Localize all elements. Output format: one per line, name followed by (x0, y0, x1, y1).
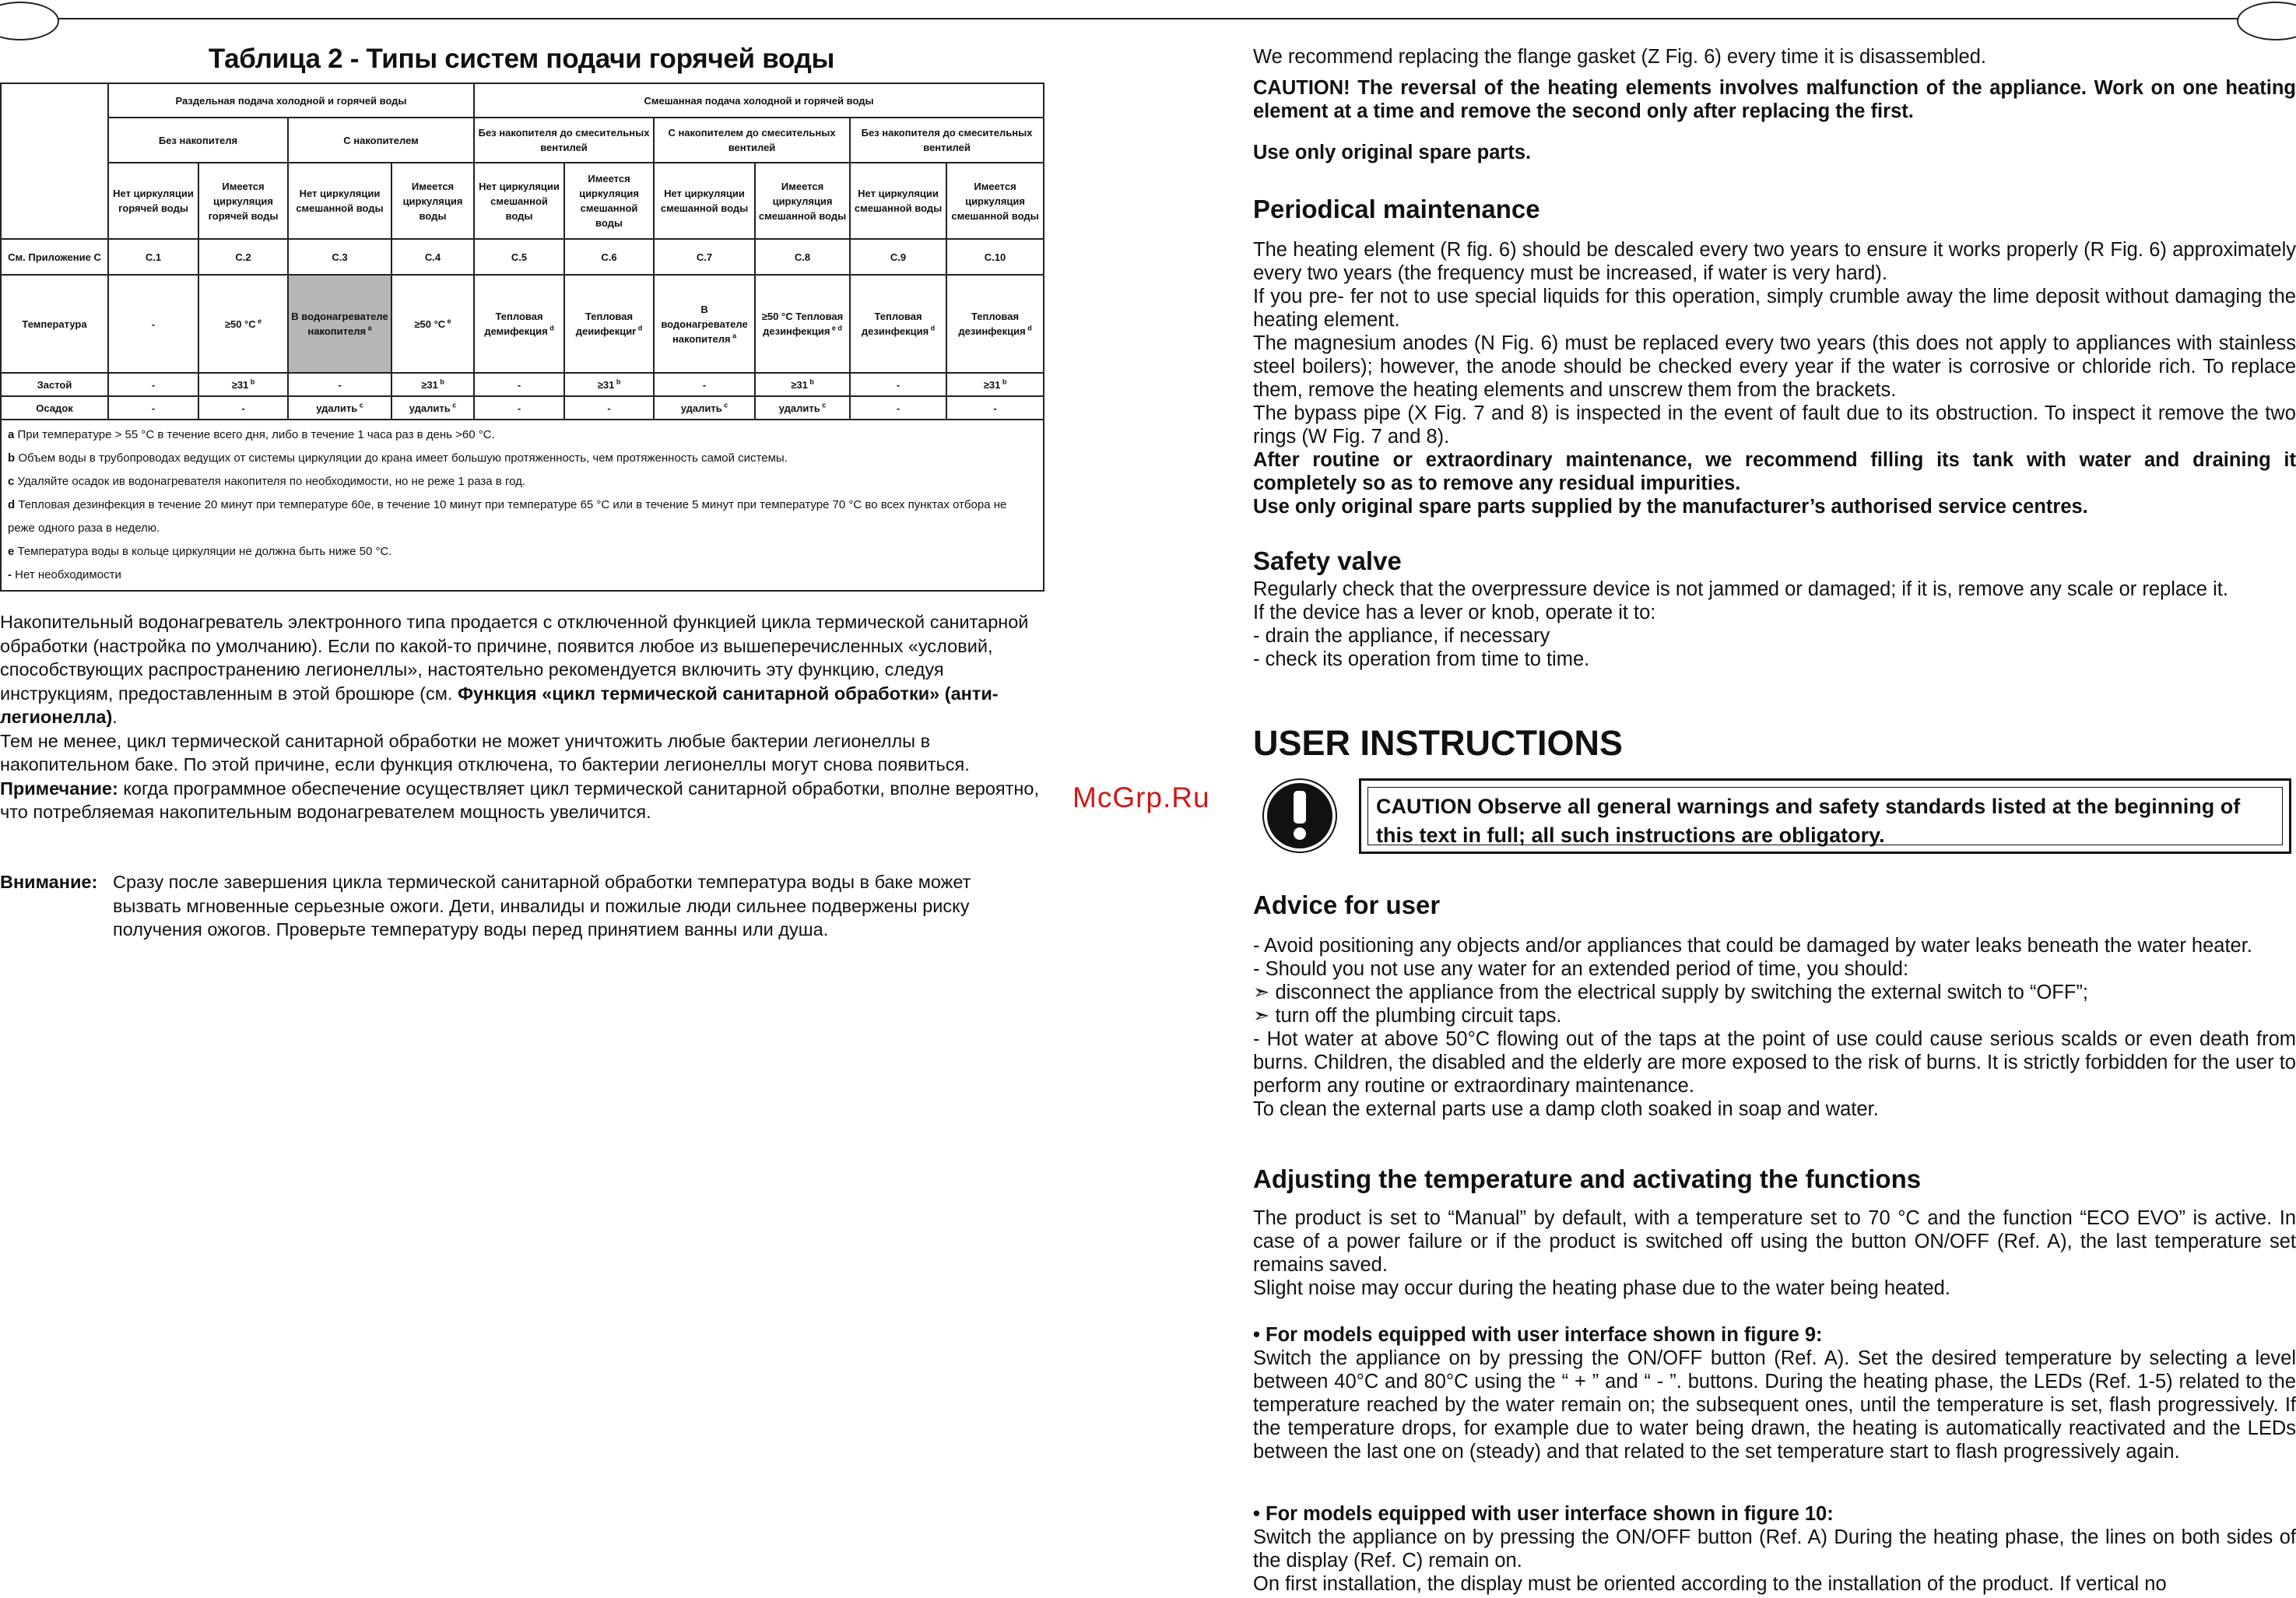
column-header: Нет циркуляции смешанной воды (654, 163, 755, 239)
caution-box (1359, 778, 2291, 854)
advice-p4: ➣ turn off the plumbing circuit taps. (1253, 1005, 1562, 1027)
reference-cell: С.5 (474, 239, 564, 275)
column-header: Нет циркуляции смешанной воды (288, 163, 391, 239)
ru-paragraph-1: Накопительный водонагреватель электронного типа продается с отключенной функцией цикла термической санитарной обработки (настройка по умолчанию). Если по какой-то причине, появится любое из вышеперечисленных «условий, способствующих распространению легионеллы», настоятельно рекомендуется включить эту функцию, следуя инструкциям, предоставленным в этой брошюре (см. (0, 612, 1029, 704)
group-mixed: Смешанная подача холодной и горячей воды (474, 83, 1044, 118)
footnote: c Удаляйте осадок ив водонагревателя накопителя по необходимости, но не реже 1 раза в год. (8, 475, 526, 488)
fig9-text: Switch the appliance on by pressing the ON/OFF button (Ref. A). Set the desired temperature by selecting a level between 40°C and 80°C using the “ + ” and “ - ”. buttons. During the heating phase, the LEDs (Ref. 1-5) related to the temperature reached by the water remain on; the subsequent ones, until the temperature is set, flash progressively. If the temperature drops, for example due to water being drawn, the heating is automatically reactivated and the LEDs between the last one on (steady) and that related to the set temperature start to flash progressively again. (1253, 1347, 2296, 1463)
page-corner-oval-right (2237, 2, 2296, 40)
caution-reversal: CAUTION! The reversal of the heating elements involves malfunction of the appliance. Work on one heating element at a time and remove the second only after replacing the first. (1253, 77, 2296, 122)
column-header: Имеется циркуляция смешанной воды (564, 163, 654, 239)
maint-p1: The heating element (R fig. 6) should be descaled every two years to ensure it works properly (R Fig. 6) approximately every two years (the frequency must be increased, if water is very hard). (1253, 239, 2296, 284)
sediment-cell: - (850, 396, 946, 420)
safety-p4: - check its operation from time to time. (1253, 648, 1590, 670)
sediment-cell: удалить $^c$ (391, 396, 474, 420)
footnote: e Температура воды в кольце циркуляции не должна быть ниже 50 °С. (8, 545, 392, 558)
advice-p6: To clean the external parts use a damp cloth soaked in soap and water. (1253, 1098, 1879, 1120)
temperature-cell: ≥50 °C $^e$ (198, 275, 288, 373)
water-systems-table (0, 83, 1044, 592)
table-title: Таблица 2 - Типы систем подачи горячей воды (208, 44, 835, 74)
temperature-cell: В водонагревателе накопителя $^a$ (288, 275, 391, 373)
maint-p5: After routine or extraordinary maintenance, we recommend filling its tank with water and draining it completely so as to remove any residual impurities. (1253, 449, 2296, 494)
ru-function-name: Функция «цикл термической санитарной обработки» (анти-легионелла) (0, 683, 999, 727)
stagnation-cell: - (850, 373, 946, 396)
reference-cell: С.7 (654, 239, 755, 275)
safety-p3: - drain the appliance, if necessary (1253, 625, 1550, 647)
footnote: b Объем воды в трубопроводах ведущих от системы циркуляции до крана имеет большую протяженность, чем протяженность самой системы. (8, 451, 788, 465)
ru-paragraph-1-end: . (112, 707, 118, 727)
stagnation-cell: ≥31 $^b$ (564, 373, 654, 396)
reference-cell: С.4 (391, 239, 474, 275)
ru-warning (0, 870, 1043, 942)
sediment-cell: - (946, 396, 1044, 420)
ru-warning-label: Внимание: (0, 872, 98, 892)
ru-note-label: Примечание: (0, 778, 118, 799)
table-footnotes (1, 420, 1044, 591)
en-original-parts (1253, 141, 2296, 164)
temperature-cell: - (108, 275, 198, 373)
reference-cell: С.6 (564, 239, 654, 275)
temperature-cell: Тепловая дезинфекция $^d$ (850, 275, 946, 373)
heading-periodical-maintenance: Periodical maintenance (1253, 195, 1540, 223)
sub-header: Без накопителя до смесительных вентилей (850, 118, 1044, 163)
safety-p1: Regularly check that the overpressure device is not jammed or damaged; if it is, remove any scale or replace it. (1253, 578, 2228, 600)
column-header: Нет циркуляции смешанной воды (850, 163, 946, 239)
sub-header: С накопителем (288, 118, 474, 163)
adjust-p2: Slight noise may occur during the heating phase due to the water being heated. (1253, 1277, 1950, 1299)
stagnation-cell: - (108, 373, 198, 396)
adjust-p1: The product is set to “Manual” by default, with a temperature set to 70 °C and the function “ECO EVO” is active. In case of a power failure or if the product is switched off using the button ON/OFF (Ref. A), the last temperature set remains saved. (1253, 1207, 2296, 1276)
stagnation-cell: ≥31 $^b$ (198, 373, 288, 396)
sediment-cell: - (564, 396, 654, 420)
sub-header: С накопителем до смесительных вентилей (654, 118, 850, 163)
page-top-rule (31, 18, 2265, 19)
fig10-text-2: On first installation, the display must be oriented according to the installation of the product. If vertical no (1253, 1573, 2167, 1595)
heading-adjusting-temperature: Adjusting the temperature and activating the functions (1253, 1164, 1922, 1193)
sediment-cell: удалить $^c$ (755, 396, 850, 420)
page-corner-oval-left (0, 2, 59, 40)
reference-cell: С.9 (850, 239, 946, 275)
footnote: a При температуре > 55 °С в течение всего дня, либо в течение 1 часа раз в день >60 °С. (8, 428, 495, 441)
footnote: d Тепловая дезинфекция в течение 20 минут при температуре 60е, в течение 10 минут при температуре 65 °С или в течение 5 минут при температуре 70 °С во всех пунктах отбора не реже одного раза в неделю. (8, 498, 1007, 535)
column-header: Имеется циркуляция смешанной воды (946, 163, 1044, 239)
stagnation-cell: ≥31 $^b$ (391, 373, 474, 396)
group-separate: Раздельная подача холодной и горячей воды (108, 83, 474, 118)
watermark: McGrp.Ru (1073, 781, 1210, 813)
column-header: Имеется циркуляция воды (391, 163, 474, 239)
maint-p4: The bypass pipe (X Fig. 7 and 8) is inspected in the event of fault due to its obstruction. To inspect it remove the two rings (W Fig. 7 and 8). (1253, 402, 2296, 448)
stagnation-cell: ≥31 $^b$ (946, 373, 1044, 396)
stagnation-cell: - (474, 373, 564, 396)
sediment-cell: - (108, 396, 198, 420)
reference-cell: С.3 (288, 239, 391, 275)
stagnation-cell: - (288, 373, 391, 396)
maint-p3: The magnesium anodes (N Fig. 6) must be replaced every two years (this does not apply to appliances with stainless steel boilers); however, the anode should be checked every year if the water is corrosive or chloride rich. To replace them, remove the heating elements and unscrew them from the brackets. (1253, 332, 2296, 401)
stagnation-cell: - (654, 373, 755, 396)
temperature-cell: Тепловая демифекция $^d$ (474, 275, 564, 373)
column-header: Нет циркуляции горячей воды (108, 163, 198, 239)
temperature-cell: В водонагревателе накопителя $^a$ (654, 275, 755, 373)
footnote: - Нет необходимости (8, 568, 121, 581)
original-parts-note: Use only original spare parts. (1253, 142, 1532, 163)
stagnation-cell: ≥31 $^b$ (755, 373, 850, 396)
exclamation-icon (1262, 775, 1337, 856)
en-flange-text (1253, 45, 2296, 68)
row-label-temperature: Температура (1, 275, 108, 373)
sediment-cell: - (198, 396, 288, 420)
caution-box-text: CAUTION Observe all general warnings and safety standards listed at the beginning of this text in full; all such instructions are obligatory. (1367, 787, 2283, 845)
table-corner-cell (1, 83, 108, 239)
heading-advice-for-user: Advice for user (1253, 890, 1441, 919)
temperature-cell: Тепловая дезинфекция $^d$ (946, 275, 1044, 373)
sediment-cell: удалить $^c$ (288, 396, 391, 420)
ru-warning-text: Сразу после завершения цикла термической санитарной обработки температура воды в баке может вызвать мгновенные серьезные ожоги. Дети, инвалиды и пожилые люди сильнее подвержены риску получения ожогов. Проверьте температуру воды перед принятием ванны или душа. (113, 872, 971, 939)
reference-cell: С.8 (755, 239, 850, 275)
advice-body (1253, 934, 2296, 1121)
reference-cell: С.10 (946, 239, 1044, 275)
reference-cell: С.2 (198, 239, 288, 275)
fig9-section (1253, 1323, 2296, 1463)
safety-valve-body (1253, 578, 2296, 671)
row-label-sediment: Осадок (1, 396, 108, 420)
column-header: Имеется циркуляция смешанной воды (755, 163, 850, 239)
ru-description (0, 610, 1043, 824)
ru-note-text: когда программное обеспечение осуществляет цикл термической санитарной обработки, вполне вероятно, что потребляемая накопительным водонагревателем мощность увеличится. (0, 778, 1039, 822)
row-label-stagnation: Застой (1, 373, 108, 396)
heading-user-instructions: USER INSTRUCTIONS (1253, 723, 1624, 763)
column-header: Имеется циркуляция горячей воды (198, 163, 288, 239)
fig10-heading: • For models equipped with user interface shown in figure 10: (1253, 1503, 1834, 1525)
ru-paragraph-2: Тем не менее, цикл термической санитарной обработки не может уничтожить любые бактерии легионеллы в накопительном баке. По этой причине, если функция отключена, то бактерии легионеллы могут снова появиться. (0, 730, 970, 774)
advice-p3: ➣ disconnect the appliance from the electrical supply by switching the external switch to “OFF”; (1253, 982, 2089, 1003)
advice-p2: - Should you not use any water for an extended period of time, you should: (1253, 958, 1909, 980)
heading-safety-valve: Safety valve (1253, 546, 1402, 575)
sub-header: Без накопителя (108, 118, 288, 163)
flange-paragraph: We recommend replacing the flange gasket (Z Fig. 6) every time it is disassembled. (1253, 46, 1987, 68)
reference-cell: С.1 (108, 239, 198, 275)
en-caution-1 (1253, 76, 2296, 123)
periodical-maintenance-body (1253, 238, 2296, 518)
maint-p6: Use only original spare parts supplied by the manufacturer’s authorised service centres. (1253, 496, 2088, 518)
column-header: Нет циркуляции смешанной воды (474, 163, 564, 239)
sub-header: Без накопителя до смесительных вентилей (474, 118, 654, 163)
temperature-cell: Тепловая деиифекциr $^d$ (564, 275, 654, 373)
maint-p2: If you pre- fer not to use special liquids for this operation, simply crumble away the lime deposit without damaging the heating element. (1253, 286, 2296, 331)
temperature-cell: ≥50 °C $^e$ (391, 275, 474, 373)
fig9-heading: • For models equipped with user interface shown in figure 9: (1253, 1324, 1823, 1346)
advice-p1: - Avoid positioning any objects and/or appliances that could be damaged by water leaks beneath the water heater. (1253, 935, 2252, 957)
fig10-section (1253, 1502, 2296, 1596)
sediment-cell: - (474, 396, 564, 420)
sediment-cell: удалить $^c$ (654, 396, 755, 420)
adjust-body (1253, 1206, 2296, 1300)
row-label-reference: См. Приложение С (1, 239, 108, 275)
advice-p5: - Hot water at above 50°C flowing out of the taps at the point of use could cause serious scalds or even death from burns. Children, the disabled and the elderly are more exposed to the risk of burns. It is strictly forbidden for the user to perform any routine or extraordinary maintenance. (1253, 1028, 2296, 1097)
fig10-text: Switch the appliance on by pressing the ON/OFF button (Ref. A) During the heating phase, the lines on both sides of the display (Ref. C) remain on. (1253, 1526, 2296, 1572)
safety-p2: If the device has a lever or knob, operate it to: (1253, 602, 1656, 623)
temperature-cell: ≥50 °C Тепловая дезинфекция $^{e d}$ (755, 275, 850, 373)
